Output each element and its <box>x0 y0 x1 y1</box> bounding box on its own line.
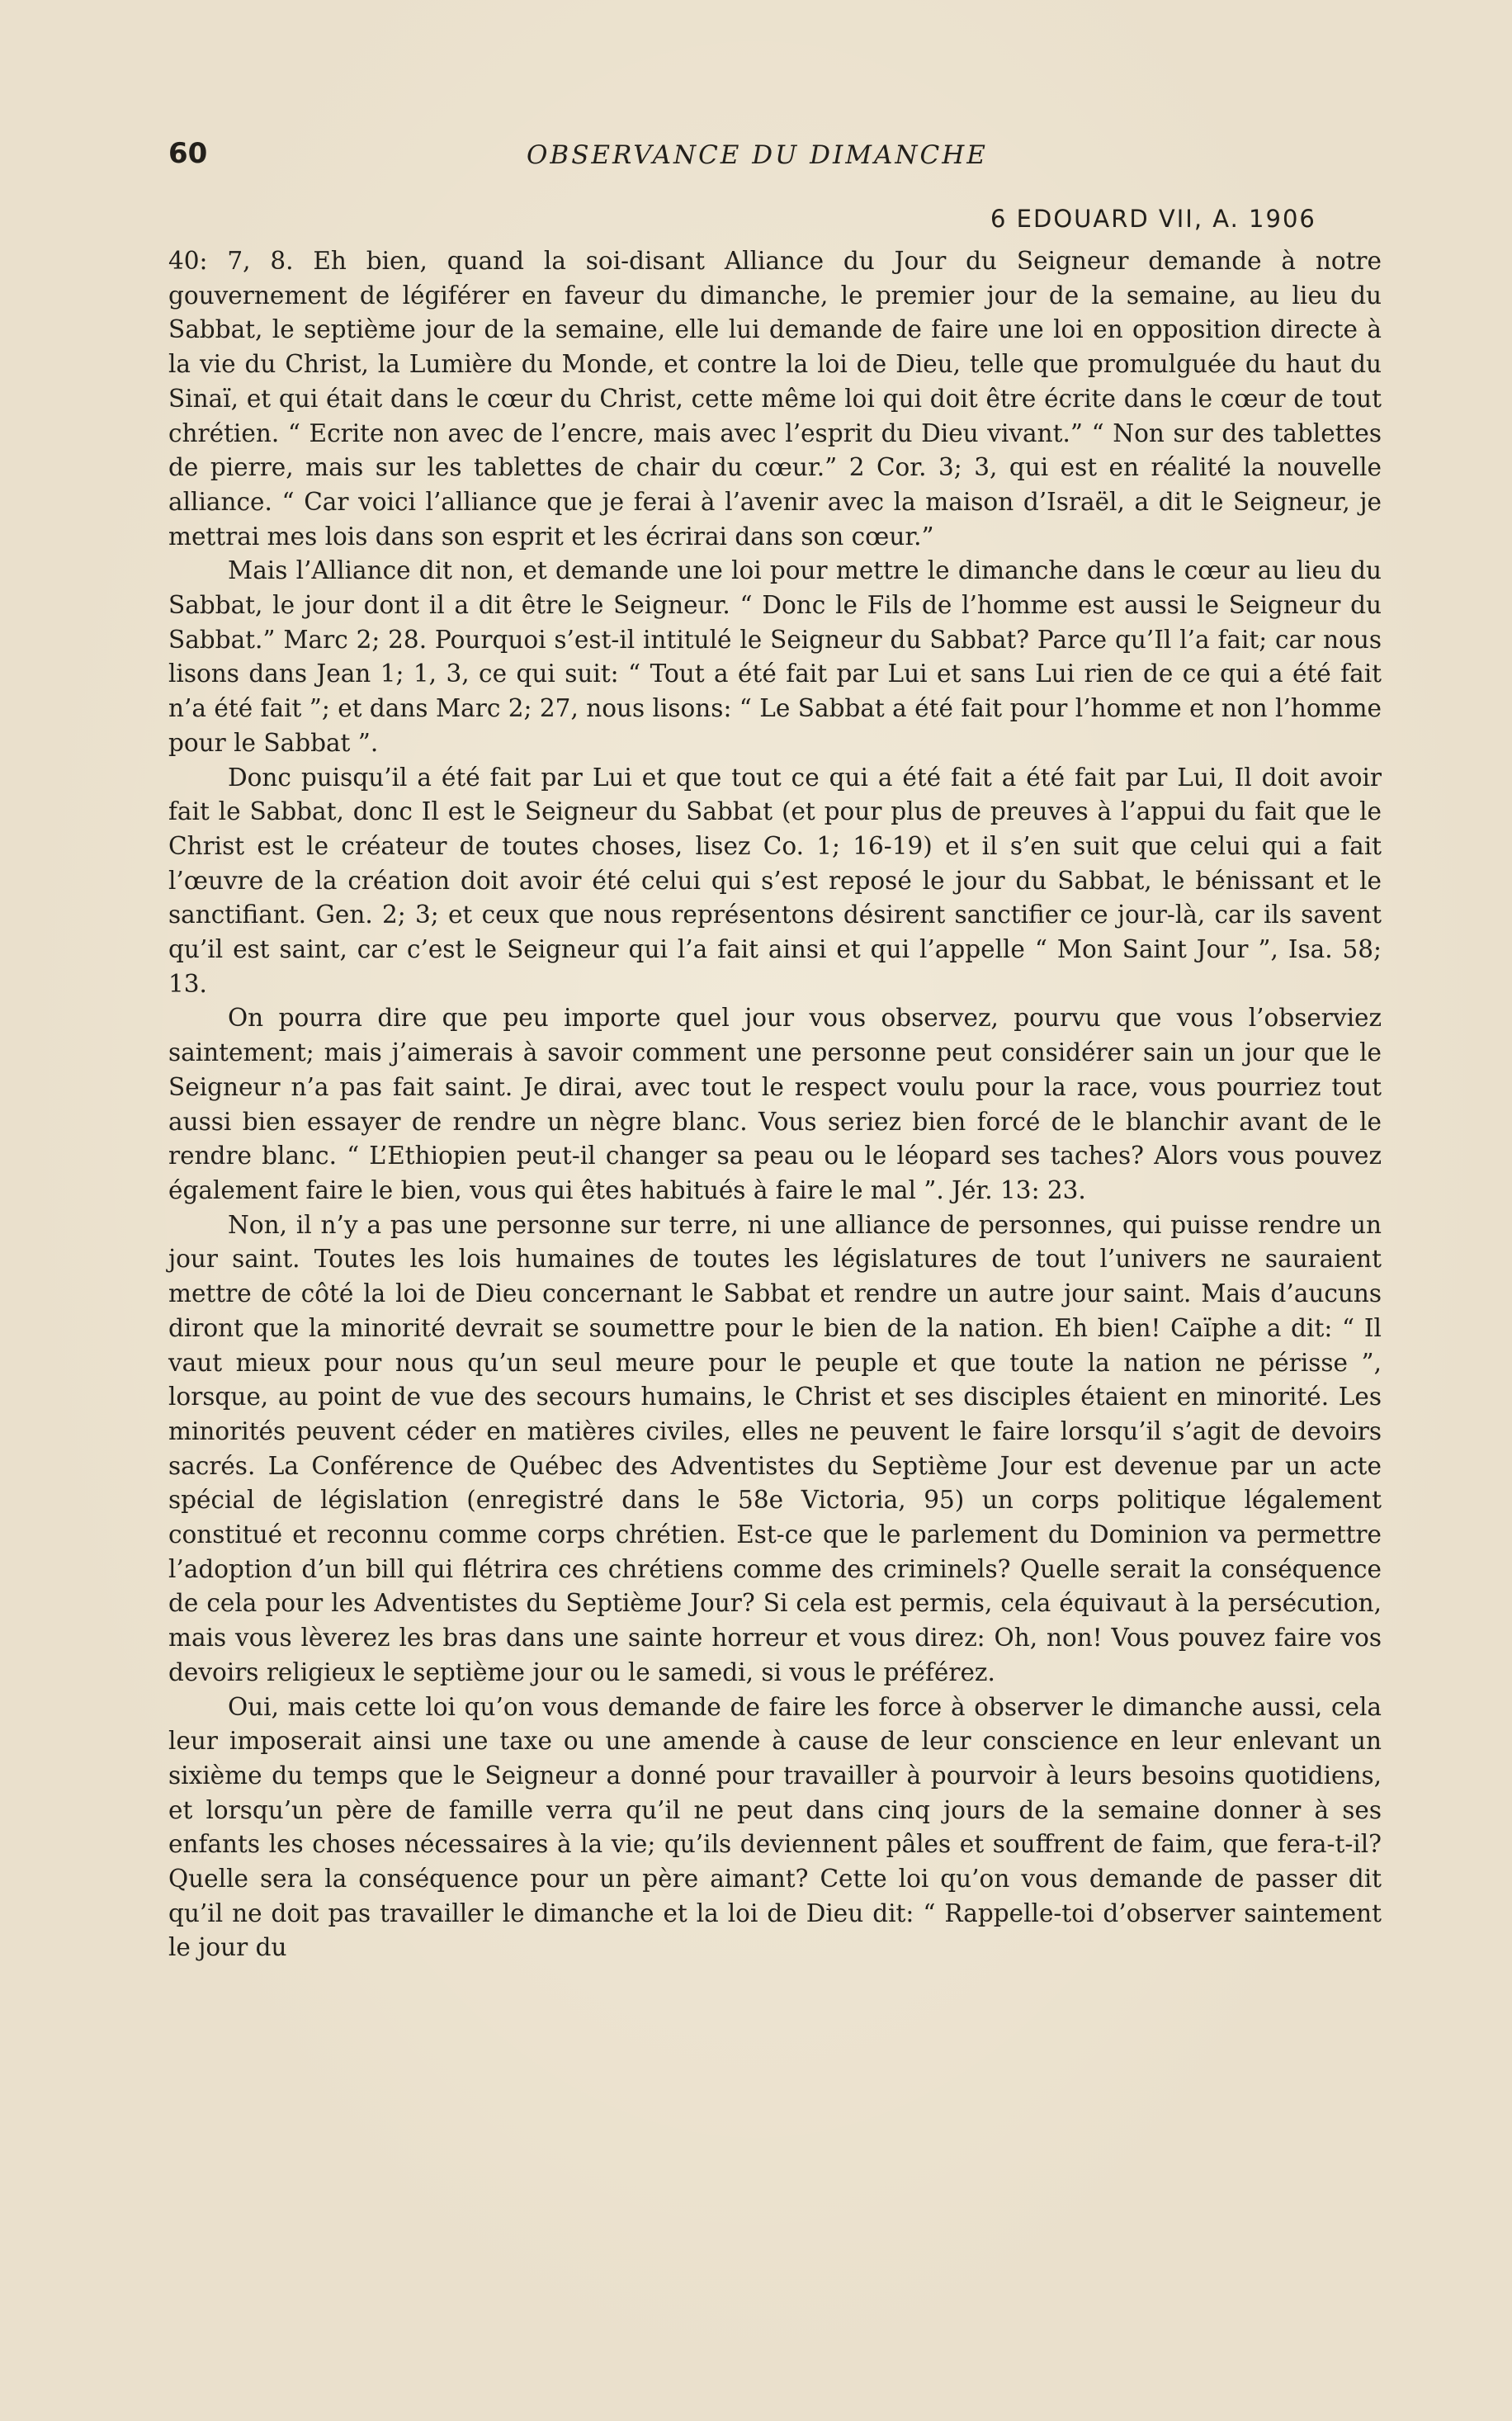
paragraph-5: Non, il n’y a pas une personne sur terre, ni une alliance de personnes, qui puisse rendre un jour saint. Toutes les lois humaines de toutes les législatures de tout l’univers ne sauraient mettre de côté la loi de Dieu concernant le Sabbat et rendre un autre jour saint. Mais d’aucuns diront que la minorité devrait se soumettre pour le bien de la nation. Eh bien! Caïphe a dit: “ Il vaut mieux pour nous qu’un seul meure pour le peuple et que toute la nation ne périsse ”, lorsque, au point de vue des secours humains, le Christ et ses disciples étaient en minorité. Les minorités peuvent céder en matières civiles, elles ne peuvent le faire lorsqu’il s’agit de devoirs sacrés. La Conférence de Québec des Adventistes du Septième Jour est devenue par un acte spécial de législation (enregistré dans le 58e Victoria, 95) un corps politique légalement constitué et reconnu comme corps chrétien. Est-ce que le parlement du Dominion va permettre l’adoption d’un bill qui flétrira ces chrétiens comme des criminels? Quelle serait la conséquence de cela pour les Adventistes du Septième Jour? Si cela est permis, cela équivaut à la persécution, mais vous lèverez les bras dans une sainte horreur et vous direz: Oh, non! Vous pouvez faire vos devoirs religieux le septième jour ou le samedi, si vous le préférez. <box>168 1210 1382 1686</box>
paragraph-2: Mais l’Alliance dit non, et demande une loi pour mettre le dimanche dans le cœur au lieu du Sabbat, le jour dont il a dit être le Seigneur. “ Donc le Fils de l’homme est aussi le Seigneur du Sabbat.” Marc 2; 28. Pourquoi s’est-il intitulé le Seigneur du Sabbat? Parce qu’Il l’a fait; car nous lisons dans Jean 1; 1, 3, ce qui suit: “ Tout a été fait par Lui et sans Lui rien de ce qui a été fait n’a été fait ”; et dans Marc 2; 27, nous lisons: “ Le Sabbat a été fait pour l’homme et non l’homme pour le Sabbat ”. <box>168 556 1382 757</box>
paragraph-1: 40: 7, 8. Eh bien, quand la soi-disant Alliance du Jour du Seigneur demande à notre gouvernement de légiférer en faveur du dimanche, le premier jour de la semaine, au lieu du Sabbat, le septième jour de la semaine, elle lui demande de faire une loi en opposition directe à la vie du Christ, la Lumière du Monde, et contre la loi de Dieu, telle que promulguée du haut du Sinaï, et qui était dans le cœur du Christ, cette même loi qui doit être écrite dans le cœur de tout chrétien. “ Ecrite non avec de l’encre, mais avec l’esprit du Dieu vivant.” “ Non sur des tablettes de pierre, mais sur les tablettes de chair du cœur.” 2 Cor. 3; 3, qui est en réalité la nouvelle alliance. “ Car voici l’alliance que je ferai à l’avenir avec la maison d’Israël, a dit le Seigneur, je mettrai mes lois dans son esprit et les écrirai dans son cœur.” <box>168 247 1382 551</box>
body-text <box>168 244 1382 1965</box>
session-reference: 6 EDOUARD VII, A. 1906 <box>990 205 1316 233</box>
paragraph-3: Donc puisqu’il a été fait par Lui et que tout ce qui a été fait a été fait par Lui, Il doit avoir fait le Sabbat, donc Il est le Seigneur du Sabbat (et pour plus de preuves à l’appui du fait que le Christ est le créateur de toutes choses, lisez Co. 1; 16-19) et il s’en suit que celui qui a fait l’œuvre de la création doit avoir été celui qui s’est reposé le jour du Sabbat, le bénissant et le sanctifiant. Gen. 2; 3; et ceux que nous représentons désirent sanctifier ce jour-là, car ils savent qu’il est saint, car c’est le Seigneur qui l’a fait ainsi et qui l’appelle “ Mon Saint Jour ”, Isa. 58; 13. <box>168 763 1382 998</box>
paragraph-6: Oui, mais cette loi qu’on vous demande de faire les force à observer le dimanche aussi, cela leur imposerait ainsi une taxe ou une amende à cause de leur conscience en leur enlevant un sixième du temps que le Seigneur a donné pour travailler à pourvoir à leurs besoins quotidiens, et lorsqu’un père de famille verra qu’il ne peut dans cinq jours de la semaine donner à ses enfants les choses nécessaires à la vie; qu’ils deviennent pâles et souffrent de faim, que fera-t-il? Quelle sera la conséquence pour un père aimant? Cette loi qu’on vous demande de passer dit qu’il ne doit pas travailler le dimanche et la loi de Dieu dit: “ Rappelle-toi d’observer saintement le jour du <box>168 1692 1382 1962</box>
page-number: 60 <box>168 137 208 170</box>
running-title: OBSERVANCE DU DIMANCHE <box>527 140 988 170</box>
paragraph-4: On pourra dire que peu importe quel jour vous observez, pourvu que vous l’observiez saintement; mais j’aimerais à savoir comment une personne peut considérer sain un jour que le Seigneur n’a pas fait saint. Je dirai, avec tout le respect voulu pour la race, vous pourriez tout aussi bien essayer de rendre un nègre blanc. Vous seriez bien forcé de le blanchir avant de le rendre blanc. “ L’Ethiopien peut-il changer sa peau ou le léopard ses taches? Alors vous pouvez également faire le bien, vous qui êtes habitués à faire le mal ”. Jér. 13: 23. <box>168 1004 1382 1204</box>
